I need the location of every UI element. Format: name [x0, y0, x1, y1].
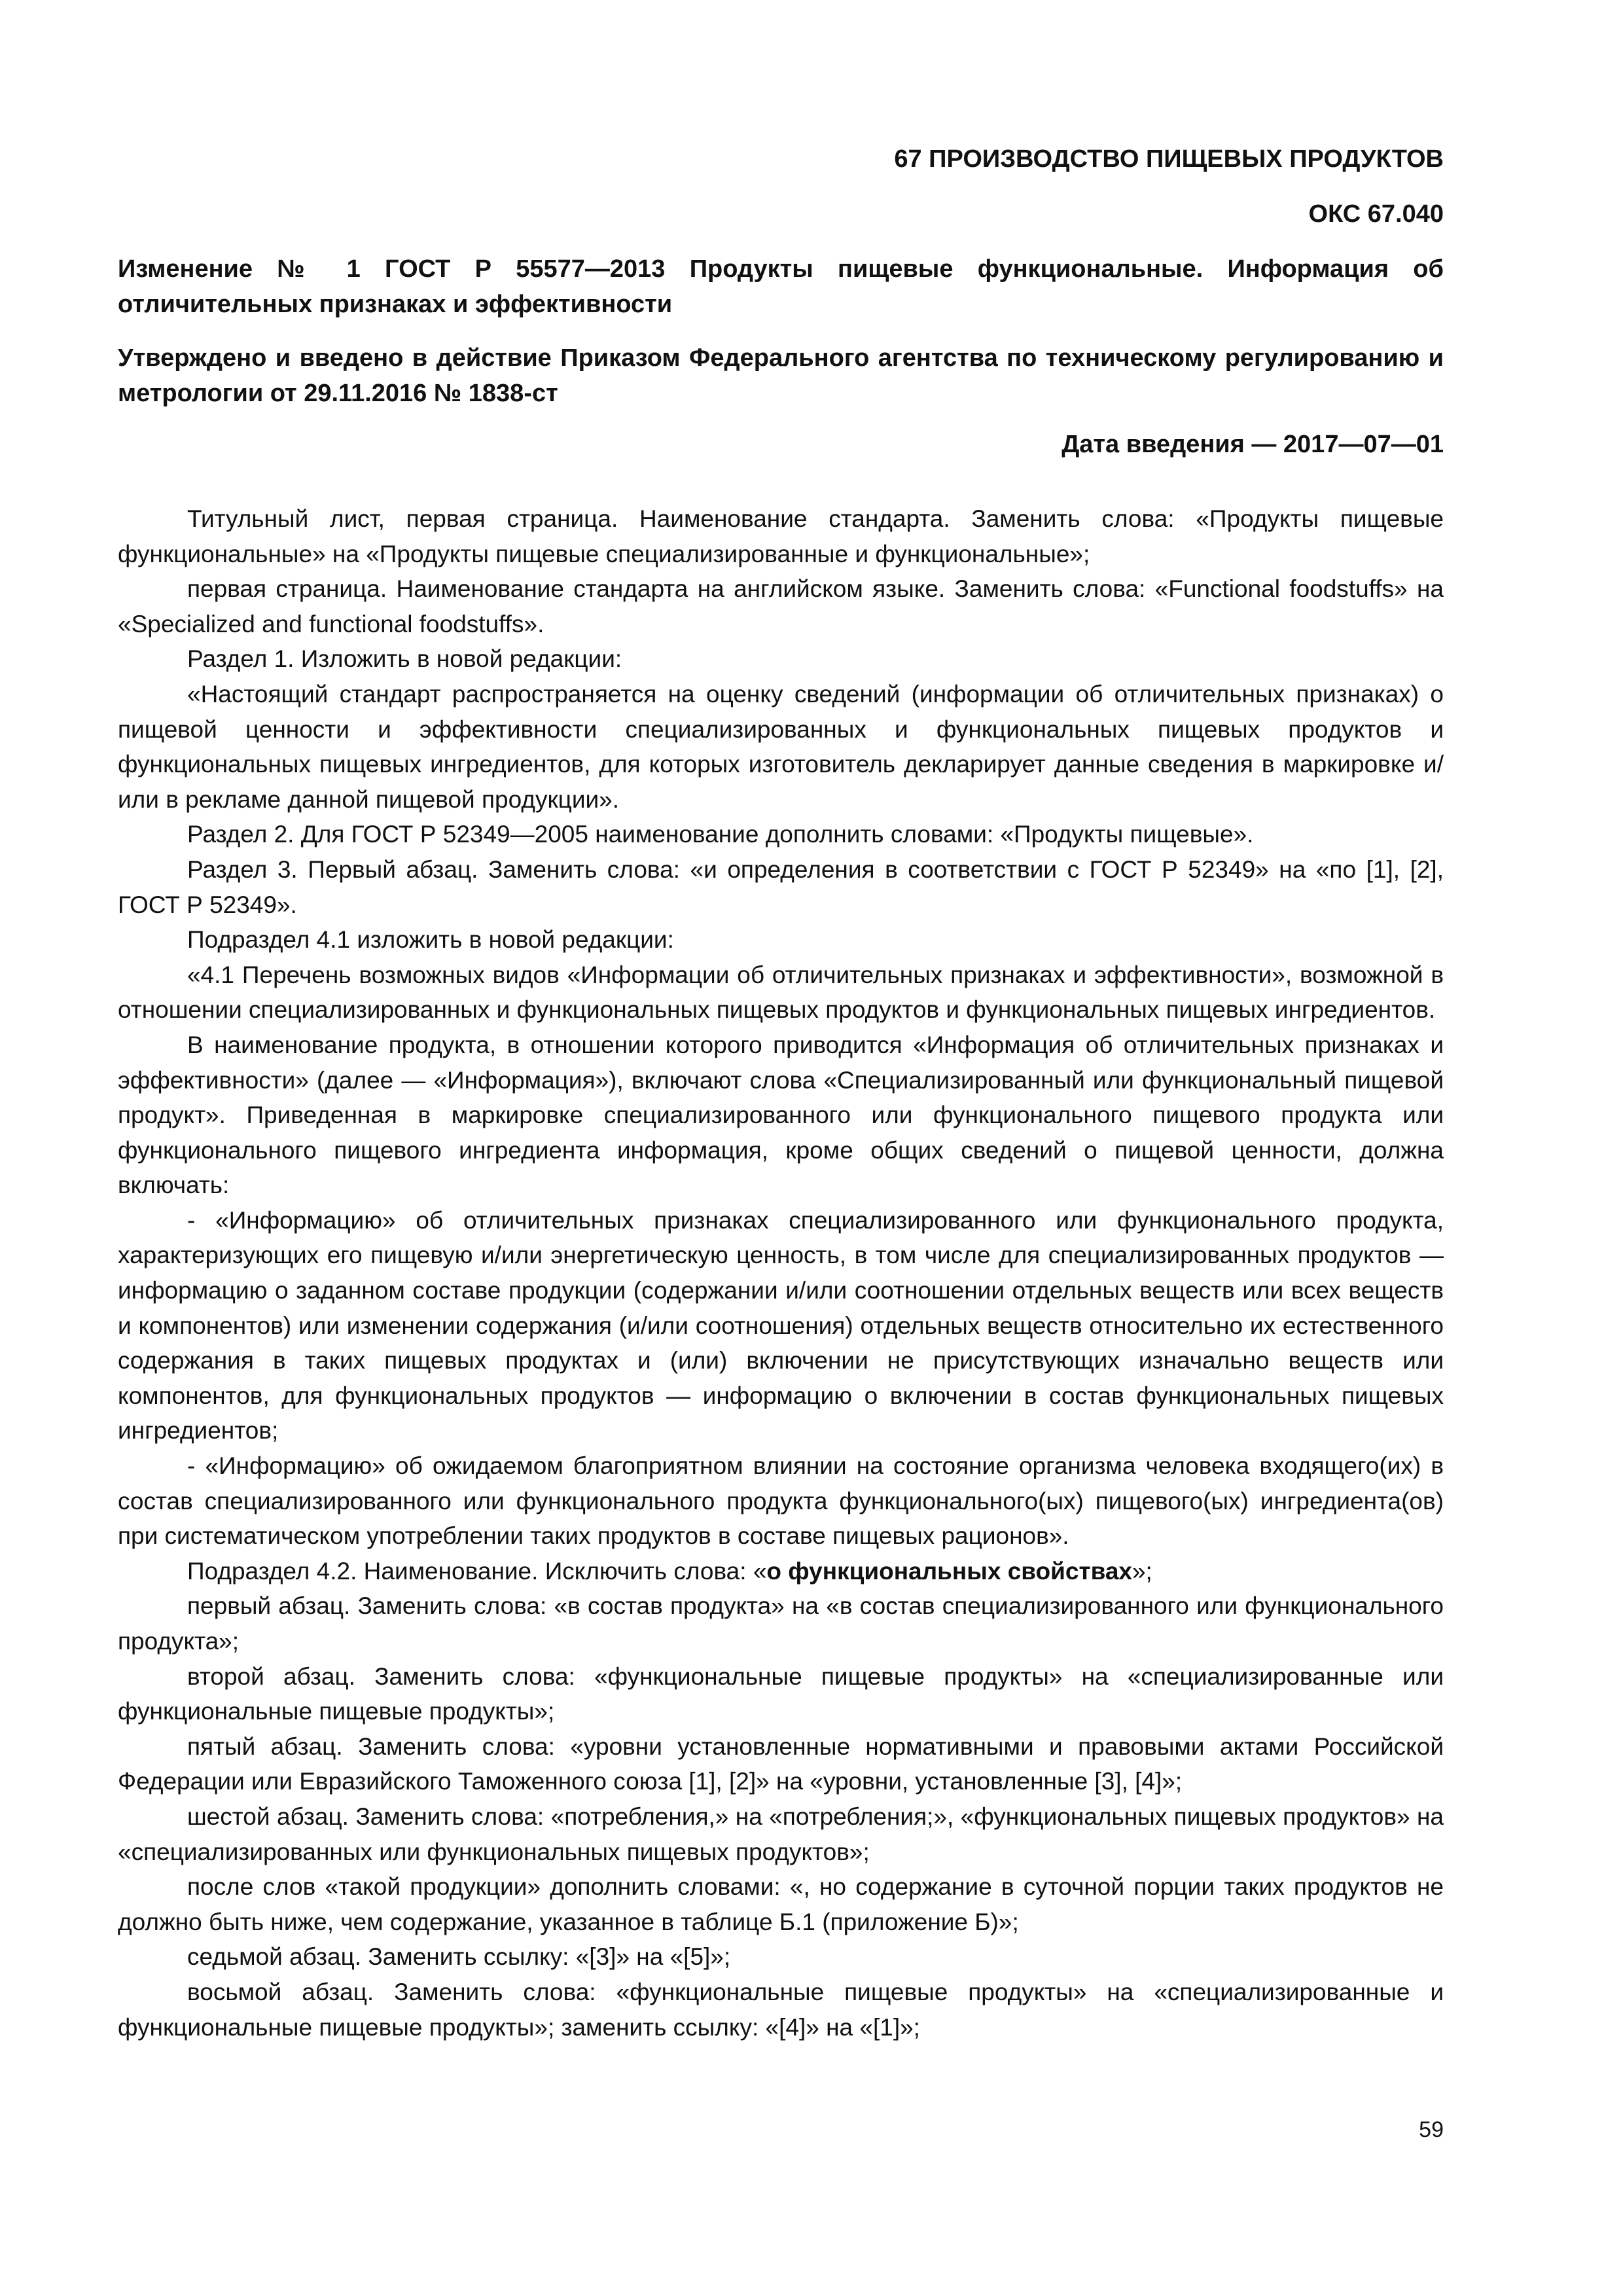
paragraph: второй абзац. Заменить слова: «функциональные пищевые продукты» на «специализированные или функциональные пищевые продукты»; [118, 1662, 1444, 1725]
section-heading: 67 ПРОИЗВОДСТВО ПИЩЕВЫХ ПРОДУКТОВ [894, 145, 1444, 173]
paragraph: Раздел 2. Для ГОСТ Р 52349—2005 наименование дополнить словами: «Продукты пищевые». [187, 821, 1254, 848]
paragraph: седьмой абзац. Заменить ссылку: «[3]» на «[5]»; [187, 1943, 731, 1971]
paragraph: после слов «такой продукции» дополнить словами: «, но содержание в суточной порции таких продуктов не должно быть ниже, чем содержание, указанное в таблице Б.1 (приложение Б)»; [118, 1873, 1444, 1935]
paragraph: первая страница. Наименование стандарта на английском языке. Заменить слова: «Functional foodstuffs» на «Specialized and functional foodstuffs». [118, 575, 1444, 637]
paragraph: восьмой абзац. Заменить слова: «функциональные пищевые продукты» на «специализированные и функциональные пищевые продукты»; заменить ссылку: «[4]» на «[1]»; [118, 1978, 1444, 2041]
paragraph: Раздел 1. Изложить в новой редакции: [187, 645, 622, 673]
paragraph: шестой абзац. Заменить слова: «потребления,» на «потребления;», «функциональных пищевых продуктов» на «специализированных или функциональных пищевых продуктов»; [118, 1803, 1444, 1865]
paragraph: - «Информацию» об отличительных признаках специализированного или функционального продукта, характеризующих его пищевую и/или энергетическую ценность, в том числе для специализированных продуктов — информацию о заданном составе продукции (содержании и/или соотношении отдельных веществ или всех веществ и компонентов) или изменении содержания (и/или соотношения) отдельных веществ относительно их естественного содержания в таких пищевых продуктах и (или) включении не присутствующих изначально веществ или компонентов, для функциональных продуктов — информацию о включении в состав функциональных пищевых ингредиентов; [118, 1206, 1444, 1444]
subsection-text-suffix: »; [1132, 1557, 1152, 1585]
effective-date: Дата введения — 2017—07—01 [1061, 431, 1444, 458]
paragraph: Подраздел 4.1 изложить в новой редакции: [187, 926, 674, 954]
document-body [118, 501, 1444, 2045]
paragraph: - «Информацию» об ожидаемом благоприятном влиянии на состояние организма человека входящего(их) в состав специализированного или функционального продукта функционального(ых) пищевого(ых) ингредиента(ов) при систематическом употреблении таких продуктов в составе пищевых рационов». [118, 1452, 1444, 1550]
document-page [118, 144, 1444, 2045]
amendment-title: Изменение № 1 ГОСТ Р 55577—2013 Продукты пищевые функциональные. Информация об отличительных признаках и эффективности [118, 255, 1444, 318]
paragraph: Титульный лист, первая страница. Наименование стандарта. Заменить слова: «Продукты пищевые функциональные» на «Продукты пищевые специализированные и функциональные»; [118, 505, 1444, 567]
paragraph: «Настоящий стандарт распространяется на оценку сведений (информации об отличительных признаках) о пищевой ценности и эффективности специализированных и функциональных пищевых продуктов и функциональных пищевых ингредиентов, для которых изготовитель декларирует данные сведения в маркировке и/или в рекламе данной пищевой продукции». [118, 680, 1444, 813]
subsection-text-prefix: Подраздел 4.2. Наименование. Исключить слова: « [187, 1557, 767, 1585]
paragraph: первый абзац. Заменить слова: «в состав продукта» на «в состав специализированного или функционального продукта»; [118, 1592, 1444, 1655]
paragraph: пятый абзац. Заменить слова: «уровни установленные нормативными и правовыми актами Российской Федерации или Евразийского Таможенного союза [1], [2]» на «уровни, установленные [3], [4]»; [118, 1732, 1444, 1795]
subsection-emphasis: о функциональных свойствах [766, 1557, 1132, 1585]
paragraph: В наименование продукта, в отношении которого приводится «Информация об отличительных признаках и эффективности» (далее — «Информация»), включают слова «Специализированный или функциональный пищевой продукт». Приведенная в маркировке специализированного или функционального пищевого продукта или функционального пищевого ингредиента информация, кроме общих сведений о пищевой ценности, должна включать: [118, 1031, 1444, 1199]
paragraph: «4.1 Перечень возможных видов «Информации об отличительных признаках и эффективности», возможной в отношении специализированных и функциональных пищевых продуктов и функциональных пищевых ингредиентов. [118, 961, 1444, 1024]
paragraph-subsection-4-2 [118, 1554, 1444, 1589]
oks-code: ОКС 67.040 [1308, 200, 1444, 228]
approval-statement: Утверждено и введено в действие Приказом Федерального агентства по техническому регулированию и метрологии от 29.11.2016 № 1838-ст [118, 344, 1444, 407]
paragraph: Раздел 3. Первый абзац. Заменить слова: «и определения в соответствии с ГОСТ Р 52349» на «по [1], [2], ГОСТ Р 52349». [118, 855, 1444, 918]
page-number: 59 [1419, 2117, 1444, 2142]
